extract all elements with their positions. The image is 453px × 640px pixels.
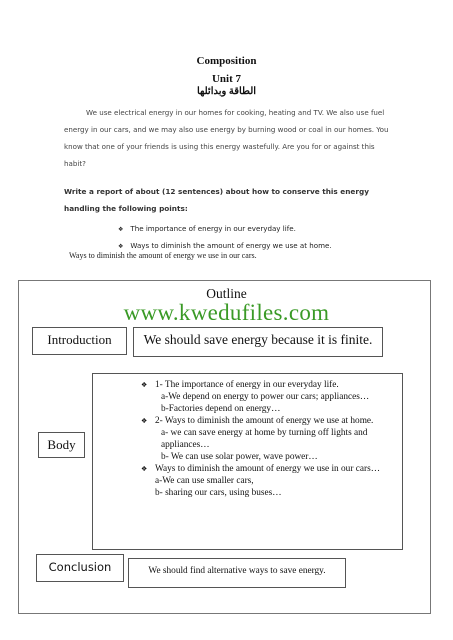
task-point-text: Ways to diminish the amount of energy we use in our cars. — [69, 251, 257, 260]
body-subpoint: b- We can use solar power, wave power… — [161, 452, 318, 462]
task-instruction: Write a report of about (12 sentences) about how to conserve this energy handling the following points: — [64, 187, 369, 213]
body-point — [141, 379, 395, 415]
task-point-text: Ways to diminish the amount of energy we use at home. — [130, 241, 332, 250]
outline-title: Outline — [206, 286, 247, 301]
introduction-text: We should save energy because it is finite. — [143, 332, 373, 347]
unit-label: Unit 7 — [211, 73, 242, 85]
conclusion-text: We should find alternative ways to save energy. — [148, 566, 326, 576]
body-point-heading: Ways to diminish the amount of energy we use in our cars… — [155, 464, 380, 474]
body-subpoint: b-Factories depend on energy… — [161, 404, 281, 414]
body-point-heading: 1- The importance of energy in our everyday life. — [155, 380, 339, 390]
body-point — [141, 415, 395, 463]
diamond-bullet-icon: ❖ — [141, 417, 148, 425]
task-point — [118, 224, 296, 233]
body-subpoint: a-We depend on energy to power our cars; appliances… — [161, 392, 370, 402]
diamond-bullet-icon: ❖ — [118, 243, 124, 250]
body-subpoint: a-We can use smaller cars, — [155, 476, 254, 486]
body-subpoint: a- we can save energy at home by turning off lights and appliances… — [161, 428, 368, 450]
diamond-bullet-icon: ❖ — [141, 465, 148, 473]
body-content — [141, 379, 395, 499]
body-label: Body — [47, 437, 76, 452]
diamond-bullet-icon: ❖ — [118, 226, 124, 233]
body-point-heading: 2- Ways to diminish the amount of energy we use at home. — [155, 416, 374, 426]
body-point — [141, 463, 395, 499]
diamond-bullet-icon: ❖ — [141, 381, 148, 389]
task-point — [69, 251, 257, 260]
watermark: www.kwedufiles.com — [123, 300, 330, 325]
task-point-text: The importance of energy in our everyday life. — [130, 224, 296, 233]
body-subpoint: b- sharing our cars, using buses… — [155, 488, 282, 498]
document-title: Composition — [196, 55, 257, 67]
conclusion-label: Conclusion — [48, 560, 112, 574]
unit-arabic-title: الطاقة وبدائلها — [196, 86, 257, 97]
introduction-label: Introduction — [47, 332, 112, 347]
prompt-paragraph: We use electrical energy in our homes for cooking, heating and TV. We also use fuel energy in our cars, and we may also use energy by burning wood or coal in our homes. You know that one of your friends is using this energy wastefully. Are you for or against this habit? — [64, 108, 389, 168]
task-point — [118, 241, 332, 250]
